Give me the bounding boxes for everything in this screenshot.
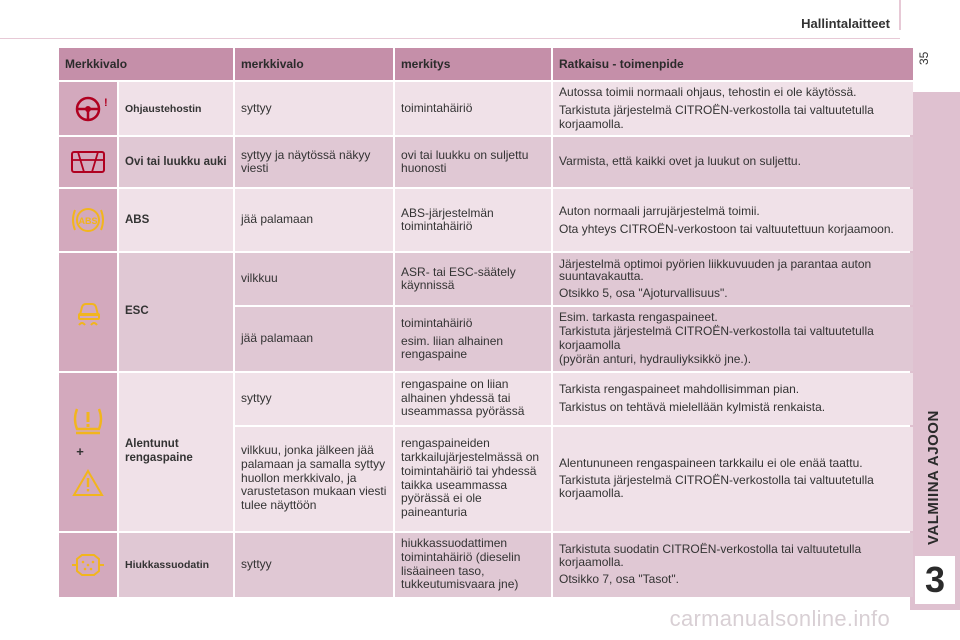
light-state: syttyy (235, 533, 393, 597)
svg-text:ABS: ABS (78, 216, 98, 227)
door-icon-cell (59, 137, 117, 187)
abs-icon (68, 202, 108, 238)
light-solution (553, 533, 913, 597)
light-cause: rengaspaineiden tarkkailujärjestelmässä on toimintahäiriö tai yhdessä taikka useammassa pyörässä ei ole paineanturia (395, 427, 551, 531)
table-row (59, 533, 913, 597)
tyre-icon-cell (59, 373, 117, 531)
light-name: Hiukkassuodatin (119, 533, 233, 597)
light-cause: toimintahäiriö (395, 82, 551, 135)
light-state: jää palamaan (235, 307, 393, 370)
light-cause: ovi tai luukku on suljettu huonosti (395, 137, 551, 187)
light-cause: ASR- tai ESC-säätely käynnissä (395, 253, 551, 305)
esc-skid-icon (71, 295, 105, 329)
tyre-pressure-icon (71, 405, 105, 437)
light-solution (553, 189, 913, 251)
header-rule (0, 38, 900, 39)
steering-icon-cell (59, 82, 117, 135)
solution-line: Tarkistuta järjestelmä CITROËN-verkostolla tai valtuutetulla korjaamolla (559, 324, 874, 352)
solution-line: Otsikko 5, osa "Ajoturvallisuus". (559, 286, 728, 301)
light-cause: ABS-järjestelmän toimintahäiriö (395, 189, 551, 251)
light-cause: rengaspaine on liian alhainen yhdessä tai useammassa pyörässä (395, 373, 551, 425)
solution-line: Tarkistuta suodatin CITROËN-verkostolla tai valtuutetulla korjaamolla. (559, 541, 862, 569)
particle-filter-icon (68, 551, 108, 579)
light-cause: hiukkassuodattimen toimintahäiriö (dieselin lisäaineen taso, tukkeutumisvaara jne) (395, 533, 551, 597)
light-state: syttyy (235, 373, 393, 425)
solution-line: Esim. tarkasta rengaspaineet. (559, 310, 718, 325)
column-header-state: merkkivalo (235, 48, 393, 80)
door-open-icon (66, 147, 110, 177)
table-row (59, 189, 913, 251)
light-state: vilkkuu (235, 253, 393, 305)
table-row (59, 82, 913, 135)
light-state: syttyy ja näytössä näkyy viesti (235, 137, 393, 187)
solution-line: Alentununeen rengaspaineen tarkkailu ei ole enää taattu. (559, 456, 863, 471)
solution-line: Auton normaali jarrujärjestelmä toimii. (559, 204, 760, 219)
table-row (59, 253, 913, 305)
light-state: vilkkuu, jonka jälkeen jää palamaan ja samalla syttyy huollon merkkivalo, ja varustetason mukaan viesti tulee näyttöön (235, 427, 393, 531)
chapter-number: 3 (924, 559, 946, 600)
solution-line: Tarkistuta järjestelmä CITROËN-verkostolla tai valtuutetulla korjaamolla. (559, 473, 874, 501)
light-cause (395, 307, 551, 370)
section-title: Hallintalaitteet (801, 16, 890, 31)
light-name: ESC (119, 253, 233, 370)
light-state: jää palamaan (235, 189, 393, 251)
light-name: ABS (119, 189, 233, 251)
abs-icon-cell (59, 189, 117, 251)
light-state: syttyy (235, 82, 393, 135)
light-name: Alentunut rengaspaine (119, 373, 233, 531)
table-row (59, 137, 913, 187)
steering-wheel-warning-icon (66, 94, 110, 124)
light-solution (553, 137, 913, 187)
cause-line: esim. liian alhainen rengaspaine (401, 333, 504, 361)
cause-line: toimintahäiriö (401, 316, 473, 331)
warning-triangle-icon (71, 468, 105, 498)
solution-line: Otsikko 7, osa "Tasot". (559, 571, 679, 586)
light-solution (553, 253, 913, 305)
light-solution (553, 373, 913, 425)
solution-line: (pyörän anturi, hydrauliyksikkö jne.). (559, 351, 752, 366)
light-name: Ohjaustehostin (119, 82, 233, 135)
plus-sign: + (76, 444, 84, 460)
watermark: carmanualsonline.info (669, 606, 890, 631)
page-number: 35 (917, 51, 931, 65)
solution-line: Järjestelmä optimoi pyörien liikkuvuuden ja parantaa auton suuntavakautta. (559, 256, 872, 284)
chapter-number-box (915, 556, 955, 604)
solution-line: Tarkistus on tehtävä mielellään kylmistä renkaista. (559, 400, 826, 414)
light-solution (553, 427, 913, 531)
solution-line: Autossa toimii normaali ohjaus, tehostin ei ole käytössä. (559, 85, 857, 99)
filter-icon-cell (59, 533, 117, 597)
header-divider-tick (899, 0, 901, 30)
table-row (59, 373, 913, 425)
column-header-solution: Ratkaisu - toimenpide (553, 48, 913, 80)
svg-text:!: ! (104, 96, 108, 109)
light-name: Ovi tai luukku auki (119, 137, 233, 187)
esc-icon-cell (59, 253, 117, 370)
table-header-row (59, 48, 913, 80)
light-solution (553, 82, 913, 135)
column-header-meaning: merkitys (395, 48, 551, 80)
chapter-label: VALMIINA AJOON (925, 410, 942, 545)
solution-line: Ota yhteys CITROËN-verkostoon tai valtuutettuun korjaamoon. (559, 221, 894, 236)
solution-line: Tarkista rengaspaineet mahdollisimman pian. (559, 382, 800, 397)
solution-line: Varmista, että kaikki ovet ja luukut on suljettu. (559, 154, 801, 169)
tyre-icon-stack (59, 397, 117, 506)
column-header-light: Merkkivalo (59, 48, 233, 80)
warning-lights-table (57, 46, 915, 599)
solution-line: Tarkistuta järjestelmä CITROËN-verkostolla tai valtuutetulla korjaamolla. (559, 102, 874, 131)
light-solution (553, 307, 913, 370)
